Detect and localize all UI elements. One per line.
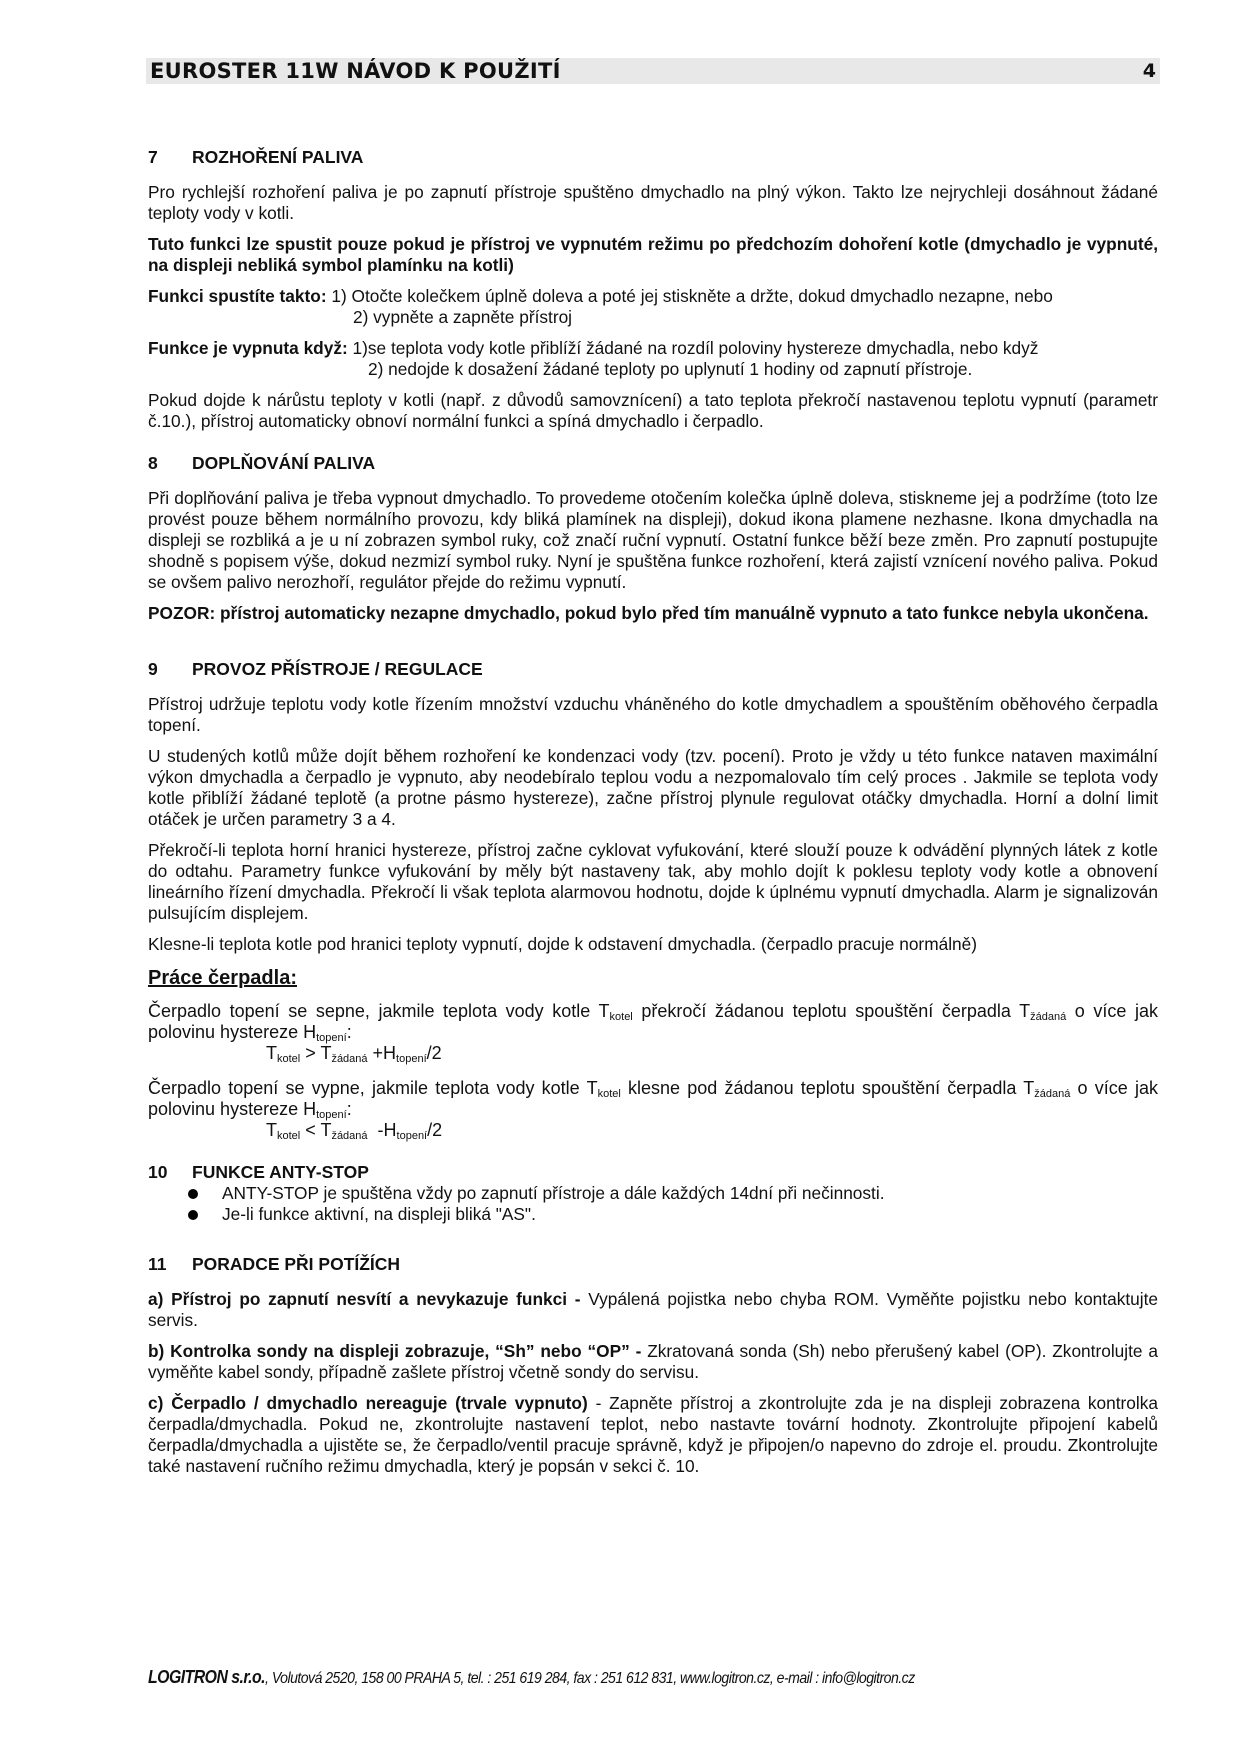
section-title: PROVOZ PŘÍSTROJE / REGULACE (192, 659, 483, 679)
subscript: žádaná (331, 1130, 368, 1142)
text: klesne pod žádanou teplotu spouštění čerpadla T (620, 1078, 1035, 1098)
section-title: PORADCE PŘI POTÍŽÍCH (192, 1254, 401, 1274)
section-7-paragraph-3: Pokud dojde k nárůstu teploty v kotli (např. z důvodů samovznícení) a tato teplota překročí nastavenou teplotu vypnutí (parametr č.10.), přístroj automaticky obnoví normální funkci a spíná dmychadlo i čerpadlo. (148, 390, 1158, 431)
section-9-heading (148, 658, 1158, 680)
text: Čerpadlo topení se vypne, jakmile teplota vody kotle T (148, 1078, 598, 1098)
off-condition-2: 2) nedojde k dosažení žádané teploty po uplynutí 1 hodiny od zapnutí přístroje. (368, 359, 973, 379)
solution-text: - Zapněte přístroj a zkontrolujte zda je na displeji zobrazena kontrolka čerpadla/dmychadla. Pokud ne, zkontrolujte nastavení teplot, nebo nastavte tovární hodnoty. Zkontrolujte připojení kabelů čerpadla/dmychadla a ujistěte se, že čerpadlo/ventil pracuje správně, když je připojen/o napevno do zdroje el. proudu. Zkontrolujte také nastavení ručního režimu dmychadla, který je popsán v sekci č. 10. (148, 1393, 1159, 1476)
subscript: topení (396, 1053, 427, 1065)
subscript: žádaná (1034, 1088, 1071, 1100)
bullet-icon (188, 1189, 198, 1199)
section-9-paragraph-2: U studených kotlů může dojít během rozhoření ke kondenzaci vody (tzv. pocení). Proto je vždy u této funkce nataven maximální výkon dmychadla a čerpadlo je vypnuto, aby neodebíralo teplou vodu a nezpomalovalo tím celý proces . Jakmile se teplota vody kotle přiblíží žádané teplotě (a protne pásmo hystereze), začne přístroj plynule regulovat otáčky dmychadla. Horní a dolní limit otáček je určen parametry 3 a 4. (148, 746, 1158, 829)
text: o více jak polovinu hystereze H (148, 1001, 1158, 1042)
troubleshoot-b (148, 1341, 1158, 1383)
section-10-heading (148, 1161, 1158, 1183)
off-label: Funkce je vypnuta když: (148, 338, 348, 358)
section-8-heading (148, 452, 1158, 474)
text: T (266, 1120, 277, 1140)
text: /2 (427, 1120, 443, 1140)
document-title: EUROSTER 11W NÁVOD K POUŽITÍ (150, 59, 561, 83)
anty-stop-list (148, 1183, 1158, 1225)
page-content (148, 146, 1158, 1477)
pump-off-description (148, 1078, 1158, 1120)
text: +H (367, 1043, 397, 1063)
page-footer (148, 1667, 915, 1689)
text: překročí žádanou teplotu spouštění čerpadla T (632, 1001, 1031, 1021)
subscript: žádaná (1030, 1011, 1067, 1023)
start-step-1: 1) Otočte kolečkem úplně doleva a poté jej stiskněte a držte, dokud dmychadlo nezapne, nebo (326, 286, 1053, 306)
text: > T (300, 1043, 332, 1063)
section-title: DOPLŇOVÁNÍ PALIVA (192, 453, 376, 473)
solution-text: Zkratovaná sonda (Sh) nebo přerušený kabel (OP). Zkontrolujte a vyměňte kabel sondy, případně zašlete přístroj včetně sondy do servisu. (148, 1341, 1158, 1382)
pump-operation-heading: Práce čerpadla: (148, 967, 297, 989)
problem-label: b) Kontrolka sondy na displeji zobrazuje, “Sh” nebo “OP” - (148, 1341, 642, 1361)
subscript: kotel (597, 1088, 621, 1100)
problem-label: c) Čerpadlo / dmychadlo nereaguje (trvale vypnuto) (148, 1393, 588, 1413)
section-9-paragraph-4: Klesne-li teplota kotle pod hranici teploty vypnutí, dojde k odstavení dmychadla. (čerpadlo pracuje normálně) (148, 934, 978, 954)
subscript: kotel (609, 1011, 633, 1023)
section-7-bold-note: Tuto funkci lze spustit pouze pokud je přístroj ve vypnutém režimu po předchozím dohoření kotle (dmychadlo je vypnuté, na displeji nebliká symbol plamínku na kotli) (148, 234, 1158, 275)
section-number: 9 (148, 659, 158, 679)
text: /2 (426, 1043, 442, 1063)
section-number: 10 (148, 1162, 168, 1182)
bullet-icon (188, 1210, 198, 1220)
troubleshoot-a (148, 1289, 1158, 1331)
section-9-paragraph-3: Překročí-li teplota horní hranici hystereze, přístroj začne cyklovat vyfukování, které slouží pouze k odvádění plynných látek z kotle do odtahu. Parametry funkce vyfukování by měly být nastaveny tak, aby mohlo dojít k poklesu teploty vody kotle a obnovení lineárního řízení dmychadla. Překročí li však teplota alarmovou hodnotu, dojde k úplnému vypnutí dmychadla. Alarm je signalizován pulsujícím displejem. (148, 840, 1158, 923)
off-conditions (148, 338, 1158, 359)
list-item-text: Je-li funkce aktivní, na displeji bliká "AS". (222, 1204, 536, 1224)
troubleshoot-c (148, 1393, 1158, 1477)
section-number: 11 (148, 1254, 167, 1274)
pump-on-formula (148, 1043, 1158, 1064)
subscript: kotel (277, 1053, 301, 1065)
page-number: 4 (1142, 60, 1156, 82)
text: o více jak polovinu hystereze H (148, 1078, 1158, 1119)
text: : (346, 1099, 352, 1119)
list-item (188, 1183, 1158, 1204)
subscript: žádaná (331, 1053, 368, 1065)
subscript: topení (316, 1109, 347, 1121)
section-7-paragraph-1: Pro rychlejší rozhoření paliva je po zapnutí přístroje spuštěno dmychadlo na plný výkon. Takto lze nejrychleji dosáhnout žádané teploty vody v kotli. (148, 182, 1158, 223)
problem-label: a) Přístroj po zapnutí nesvítí a nevykazuje funkci - (148, 1289, 581, 1309)
off-condition-1: 1)se teplota vody kotle přiblíží žádané na rozdíl poloviny hystereze dmychadla, nebo když (347, 338, 1039, 358)
list-item (188, 1204, 1158, 1225)
text: T (266, 1043, 277, 1063)
subscript: topení (396, 1130, 428, 1142)
section-number: 8 (148, 453, 158, 473)
pump-on-description (148, 1001, 1158, 1043)
section-8-paragraph-1: Při doplňování paliva je třeba vypnout dmychadlo. To provedeme otočením kolečka úplně doleva, stiskneme jej a podržíme (toto lze provést pouze během normálního provozu, kdy bliká plamínek na displeji), dokud ikona plamene nezhasne. Ikona dmychadla na displeji se rozbliká a je u ní zobrazen symbol ruky, což značí ruční vypnutí. Ostatní funkce běží beze změn. Pro zapnutí postupujte shodně s popisem výše, dokud nezmizí symbol ruky. Nyní je spuštěna funkce rozhoření, která zajistí vznícení nového paliva. Pokud se ovšem palivo nerozhoří, regulátor přejde do režimu vypnutí. (148, 488, 1158, 592)
section-title: FUNKCE ANTY-STOP (192, 1162, 369, 1182)
solution-text: Vypálená pojistka nebo chyba ROM. Vyměňte pojistku nebo kontaktujte servis. (148, 1289, 1159, 1330)
company-contact: , Volutová 2520, 158 00 PRAHA 5, tel. : 251 619 284, fax : 251 612 831, www.logitron.cz, e-mail : info@logitron.cz (265, 1670, 915, 1687)
text: Čerpadlo topení se sepne, jakmile teplota vody kotle T (148, 1001, 610, 1021)
section-11-heading (148, 1253, 1158, 1275)
company-name: LOGITRON s.r.o. (148, 1667, 266, 1687)
start-label: Funkci spustíte takto: (148, 286, 327, 306)
start-step-2: 2) vypněte a zapněte přístroj (353, 307, 573, 327)
section-8-warning: POZOR: přístroj automaticky nezapne dmychadlo, pokud bylo před tím manuálně vypnuto a tato funkce nebyla ukončena. (148, 603, 1149, 623)
section-7-heading (148, 146, 1158, 168)
section-9-paragraph-1: Přístroj udržuje teplotu vody kotle řízením množství vzduchu vháněného do kotle dmychadlem a spouštěním oběhového čerpadla topení. (148, 694, 1158, 735)
start-instructions (148, 286, 1158, 307)
pump-off-formula (148, 1120, 1158, 1141)
text: < T (300, 1120, 332, 1140)
section-title: ROZHOŘENÍ PALIVA (192, 147, 364, 167)
text: : (346, 1022, 352, 1042)
section-number: 7 (148, 147, 158, 167)
subscript: topení (316, 1032, 347, 1044)
list-item-text: ANTY-STOP je spuštěna vždy po zapnutí přístroje a dále každých 14dní při nečinnosti. (222, 1183, 885, 1203)
text: -H (367, 1120, 397, 1140)
subscript: kotel (277, 1130, 301, 1142)
